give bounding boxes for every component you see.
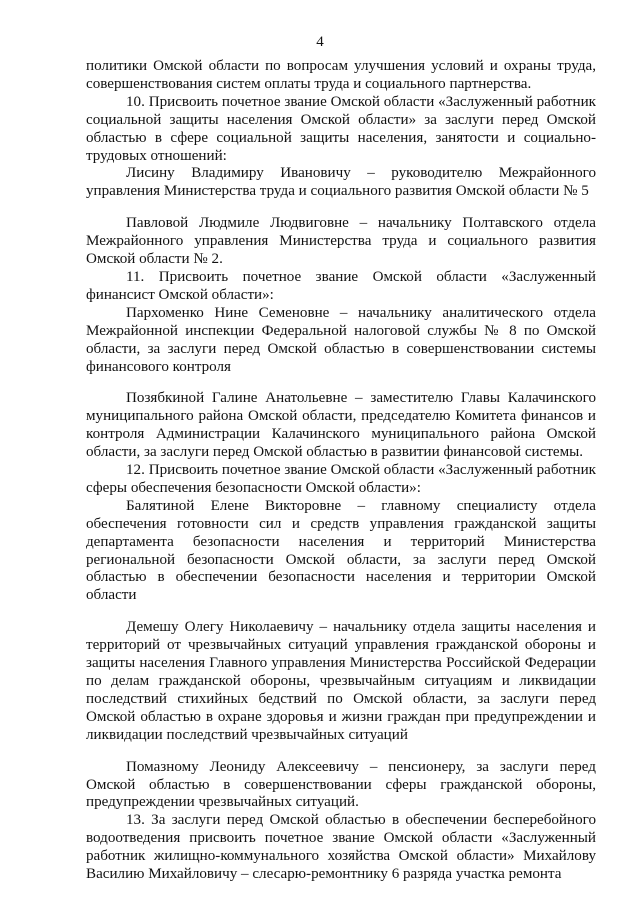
document-body [86, 58, 596, 884]
paragraph-awardee-demesh: Демешу Олегу Николаевичу – начальнику отдела защиты населения и территорий от чрезвычайных ситуаций управления гражданской обороны и защиты населения Главного управления Министерства Российской Федерации по делам гражданской обороны, чрезвычайным ситуациям и ликвидации последствий стихийных бедствий по Омской области, за заслуги перед Омской областью в охране здоровья и жизни граждан при предупреждении и ликвидации последствий чрезвычайных ситуаций [86, 619, 596, 743]
paragraph-continuation: политики Омской области по вопросам улучшения условий и охраны труда, совершенствования систем оплаты труда и социального партнерства. [86, 58, 596, 92]
paragraph-item-10: 10. Присвоить почетное звание Омской области «Заслуженный работник социальной защиты населения Омской области» за заслуги перед Омской областью в сфере социальной защиты населения, занятости и социально-трудовых отношений: [86, 93, 596, 164]
paragraph-awardee-balyatina: Балятиной Елене Викторовне – главному специалисту отдела обеспечения готовности сил и средств управления гражданской защиты департамента безопасности населения и территорий Министерства региональной безопасности Омской области, за заслуги перед Омской областью в обеспечении безопасности населения и территории Омской области [86, 497, 596, 604]
paragraph-awardee-pozyabkina: Позябкиной Галине Анатольевне – заместителю Главы Калачинского муниципального района Омской области, председателю Комитета финансов и контроля Администрации Калачинского муниципального района Омской области, за заслуги перед Омской областью в развитии финансовой системы. [86, 390, 596, 461]
paragraph-item-11: 11. Присвоить почетное звание Омской области «Заслуженный финансист Омской области»: [86, 268, 596, 303]
paragraph-item-12: 12. Присвоить почетное звание Омской области «Заслуженный работник сферы обеспечения безопасности Омской области»: [86, 462, 596, 496]
page-number: 4 [316, 34, 324, 50]
paragraph-awardee-lisin: Лисину Владимиру Ивановичу – руководителю Межрайонного управления Министерства труда и социального развития Омской области № 5 [86, 165, 596, 200]
paragraph-awardee-parkhomenko: Пархоменко Нине Семеновне – начальнику аналитического отдела Межрайонной инспекции Федеральной налоговой службы № 8 по Омской области, за заслуги перед Омской областью в совершенствовании системы финансового контроля [86, 304, 596, 375]
paragraph-awardee-pavlova: Павловой Людмиле Людвиговне – начальнику Полтавского отдела Межрайонного управления Министерства труда и социального развития Омской области № 2. [86, 215, 596, 268]
paragraph-awardee-pomaznoy: Помазному Леониду Алексеевичу – пенсионеру, за заслуги перед Омской областью в совершенствовании сферы гражданской обороны, предупреждении чрезвычайных ситуаций. [86, 758, 596, 811]
paragraph-item-13: 13. За заслуги перед Омской областью в обеспечении бесперебойного водоотведения присвоить почетное звание Омской области «Заслуженный работник жилищно-коммунального хозяйства Омской области» Михайлову Василию Михайловичу – слесарю-ремонтнику 6 разряда участка ремонта [86, 812, 596, 883]
